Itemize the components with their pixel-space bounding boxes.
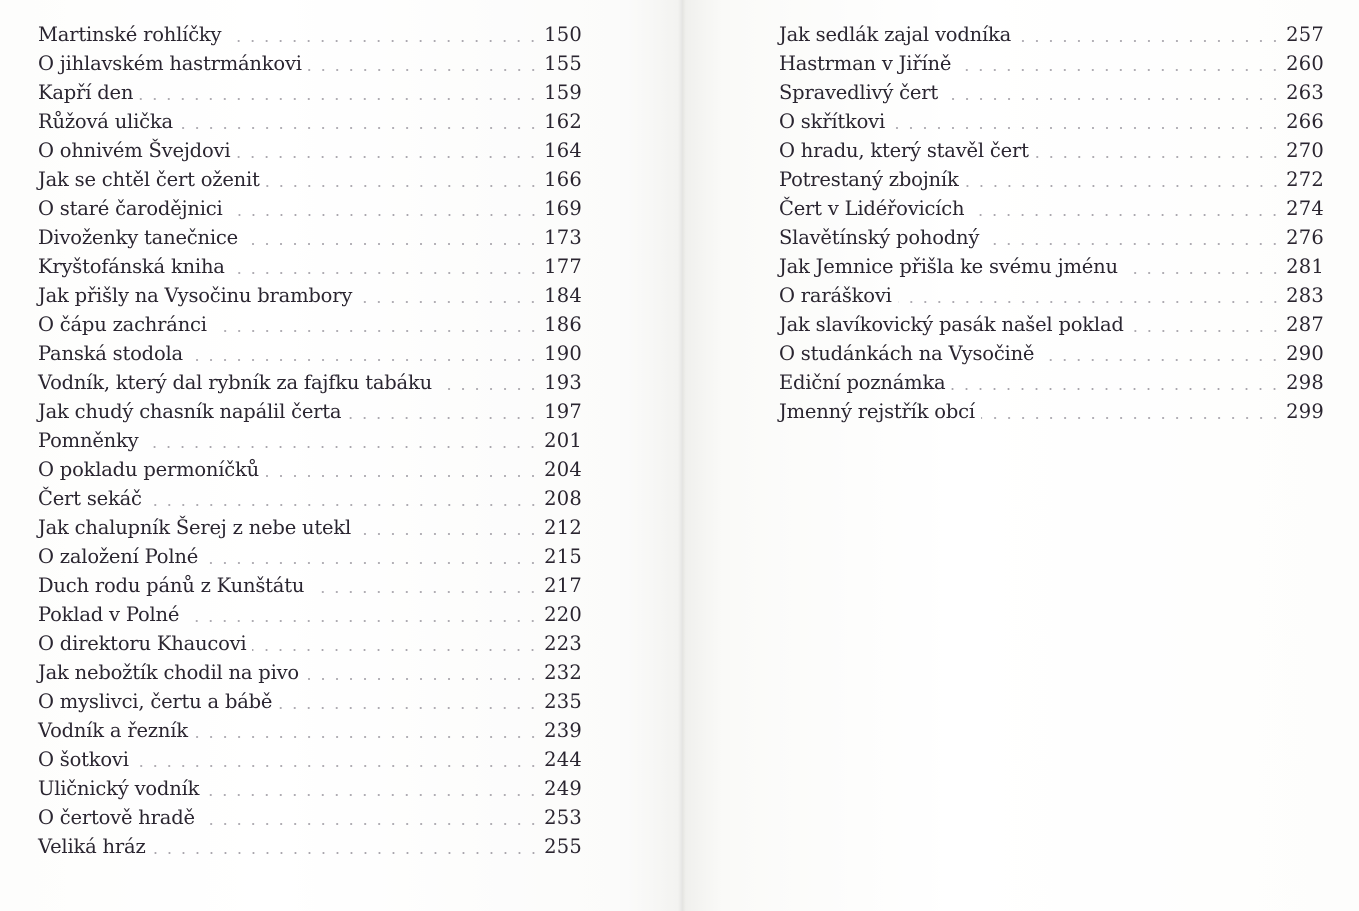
entry-title: Slavětínský pohodný	[779, 226, 980, 249]
entry-page-number: 281	[1286, 255, 1324, 278]
entry-page-number: 190	[544, 342, 582, 365]
entry-title: Uličnický vodník	[38, 777, 200, 800]
entry-title: Poklad v Polné	[38, 603, 180, 626]
entry-page-number: 201	[544, 429, 582, 452]
entry-title: O čápu zachránci	[38, 313, 207, 336]
toc-entry	[779, 252, 1324, 281]
entry-page-number: 162	[544, 110, 582, 133]
toc-entry	[38, 107, 582, 136]
entry-title: O ohnivém Švejdovi	[38, 139, 231, 162]
toc-entry	[38, 310, 582, 339]
dot-leader	[1124, 270, 1282, 276]
entry-page-number: 270	[1286, 139, 1324, 162]
dot-leader	[985, 241, 1282, 247]
entry-page-number: 223	[544, 632, 582, 655]
toc-entry	[38, 484, 582, 513]
entry-title: Čert v Lidéřovicích	[779, 197, 965, 220]
toc-entry	[779, 78, 1324, 107]
entry-title: Hastrman v Jiříně	[779, 52, 952, 75]
toc-entry	[38, 600, 582, 629]
entry-page-number: 235	[544, 690, 582, 713]
dot-leader	[965, 183, 1282, 189]
dot-leader	[148, 502, 540, 508]
entry-title: Čert sekáč	[38, 487, 142, 510]
dot-leader	[135, 763, 540, 769]
toc-entry	[38, 542, 582, 571]
dot-leader	[310, 589, 540, 595]
toc-entry	[779, 281, 1324, 310]
entry-page-number: 193	[544, 371, 582, 394]
toc-entry	[779, 49, 1324, 78]
toc-entry	[779, 194, 1324, 223]
dot-leader	[358, 299, 540, 305]
entry-title: Divoženky tanečnice	[38, 226, 238, 249]
dot-leader	[213, 328, 540, 334]
entry-title: Pomněnky	[38, 429, 139, 452]
dot-leader	[438, 386, 540, 392]
dot-leader	[185, 618, 540, 624]
entry-title: O šotkovi	[38, 748, 129, 771]
entry-title: O raráškovi	[779, 284, 892, 307]
dot-leader	[898, 299, 1282, 305]
entry-page-number: 150	[544, 23, 582, 46]
dot-leader	[957, 67, 1282, 73]
entry-title: O hradu, který stavěl čert	[779, 139, 1029, 162]
entry-title: O skřítkovi	[779, 110, 886, 133]
toc-entry	[38, 368, 582, 397]
toc-entry	[38, 832, 582, 861]
entry-page-number: 155	[544, 52, 582, 75]
entry-title: Panská stodola	[38, 342, 183, 365]
dot-leader	[266, 183, 540, 189]
dot-leader	[189, 357, 540, 363]
toc-entry	[38, 426, 582, 455]
dot-leader	[970, 212, 1282, 218]
entry-title: O pokladu permoníčků	[38, 458, 259, 481]
toc-entry	[38, 774, 582, 803]
toc-entry	[779, 165, 1324, 194]
dot-leader	[204, 560, 540, 566]
entry-page-number: 249	[544, 777, 582, 800]
toc-entry	[779, 368, 1324, 397]
toc-list-left	[38, 20, 582, 861]
toc-entry	[38, 687, 582, 716]
entry-page-number: 263	[1286, 81, 1324, 104]
entry-title: Jak chudý chasník napálil čerta	[38, 400, 342, 423]
entry-title: O čertově hradě	[38, 806, 195, 829]
entry-title: Jak nebožtík chodil na pivo	[38, 661, 299, 684]
toc-entry	[779, 107, 1324, 136]
entry-page-number: 169	[544, 197, 582, 220]
dot-leader	[179, 125, 540, 131]
entry-page-number: 266	[1286, 110, 1324, 133]
entry-page-number: 177	[544, 255, 582, 278]
entry-title: Jak se chtěl čert oženit	[38, 168, 260, 191]
toc-entry	[38, 136, 582, 165]
entry-page-number: 217	[544, 574, 582, 597]
toc-entry	[38, 571, 582, 600]
entry-page-number: 299	[1286, 400, 1324, 423]
entry-page-number: 159	[544, 81, 582, 104]
entry-page-number: 287	[1286, 313, 1324, 336]
entry-title: Duch rodu pánů z Kunštátu	[38, 574, 305, 597]
entry-page-number: 197	[544, 400, 582, 423]
entry-title: Jak slavíkovický pasák našel poklad	[779, 313, 1124, 336]
entry-title: O založení Polné	[38, 545, 199, 568]
entry-page-number: 232	[544, 661, 582, 684]
entry-page-number: 184	[544, 284, 582, 307]
entry-title: Kryštofánská kniha	[38, 255, 225, 278]
toc-entry	[38, 20, 582, 49]
toc-entry	[38, 252, 582, 281]
entry-title: Jak chalupník Šerej z nebe utekl	[38, 516, 352, 539]
dot-leader	[1017, 38, 1282, 44]
toc-entry	[779, 310, 1324, 339]
dot-leader	[278, 705, 540, 711]
entry-page-number: 208	[544, 487, 582, 510]
dot-leader	[201, 821, 540, 827]
dot-leader	[152, 850, 540, 856]
dot-leader	[236, 154, 540, 160]
dot-leader	[1040, 357, 1282, 363]
dot-leader	[231, 270, 540, 276]
entry-page-number: 164	[544, 139, 582, 162]
dot-leader	[244, 241, 540, 247]
entry-title: O jihlavském hastrmánkovi	[38, 52, 302, 75]
toc-entry	[38, 803, 582, 832]
entry-title: Jmenný rejstřík obcí	[779, 400, 975, 423]
entry-page-number: 212	[544, 516, 582, 539]
toc-entry	[38, 165, 582, 194]
toc-entry	[779, 223, 1324, 252]
entry-title: Vodník a řezník	[38, 719, 188, 742]
entry-page-number: 215	[544, 545, 582, 568]
dot-leader	[347, 415, 540, 421]
toc-entry	[38, 745, 582, 774]
toc-entry	[779, 339, 1324, 368]
toc-entry	[38, 629, 582, 658]
dot-leader	[205, 792, 540, 798]
entry-page-number: 255	[544, 835, 582, 858]
dot-leader	[194, 734, 540, 740]
entry-title: Vodník, který dal rybník za fajfku tabáku	[38, 371, 432, 394]
dot-leader	[305, 676, 540, 682]
dot-leader	[944, 96, 1282, 102]
toc-entry	[38, 455, 582, 484]
dot-leader	[1035, 154, 1282, 160]
toc-entry	[38, 658, 582, 687]
dot-leader	[891, 125, 1282, 131]
toc-entry	[38, 223, 582, 252]
entry-page-number: 283	[1286, 284, 1324, 307]
entry-title: O studánkách na Vysočině	[779, 342, 1035, 365]
dot-leader	[144, 444, 540, 450]
toc-entry	[779, 397, 1324, 426]
entry-page-number: 274	[1286, 197, 1324, 220]
entry-page-number: 166	[544, 168, 582, 191]
entry-page-number: 257	[1286, 23, 1324, 46]
toc-entry	[38, 281, 582, 310]
dot-leader	[357, 531, 540, 537]
entry-page-number: 290	[1286, 342, 1324, 365]
entry-page-number: 186	[544, 313, 582, 336]
entry-title: Růžová ulička	[38, 110, 173, 133]
dot-leader	[981, 415, 1282, 421]
toc-entry	[779, 20, 1324, 49]
toc-entry	[38, 716, 582, 745]
entry-page-number: 253	[544, 806, 582, 829]
toc-entry	[779, 136, 1324, 165]
dot-leader	[229, 212, 540, 218]
entry-title: Ediční poznámka	[779, 371, 946, 394]
entry-page-number: 298	[1286, 371, 1324, 394]
entry-page-number: 272	[1286, 168, 1324, 191]
right-page	[682, 0, 1359, 911]
entry-title: Veliká hráz	[38, 835, 146, 858]
toc-entry	[38, 194, 582, 223]
entry-title: Jak Jemnice přišla ke svému jménu	[779, 255, 1118, 278]
dot-leader	[308, 67, 540, 73]
dot-leader	[1130, 328, 1282, 334]
dot-leader	[252, 647, 540, 653]
entry-page-number: 244	[544, 748, 582, 771]
dot-leader	[265, 473, 540, 479]
dot-leader	[951, 386, 1282, 392]
toc-entry	[38, 397, 582, 426]
entry-page-number: 204	[544, 458, 582, 481]
entry-title: O myslivci, čertu a bábě	[38, 690, 273, 713]
toc-list-right	[779, 20, 1324, 426]
entry-page-number: 220	[544, 603, 582, 626]
entry-title: O direktoru Khaucovi	[38, 632, 247, 655]
entry-title: Spravedlivý čert	[779, 81, 938, 104]
entry-page-number: 276	[1286, 226, 1324, 249]
toc-entry	[38, 78, 582, 107]
entry-title: Jak přišly na Vysočinu brambory	[38, 284, 353, 307]
dot-leader	[139, 96, 540, 102]
entry-title: Jak sedlák zajal vodníka	[779, 23, 1012, 46]
dot-leader	[227, 38, 540, 44]
entry-title: O staré čarodějnici	[38, 197, 223, 220]
entry-page-number: 260	[1286, 52, 1324, 75]
entry-page-number: 173	[544, 226, 582, 249]
toc-entry	[38, 49, 582, 78]
entry-page-number: 239	[544, 719, 582, 742]
entry-title: Potrestaný zbojník	[779, 168, 959, 191]
entry-title: Kapří den	[38, 81, 134, 104]
entry-title: Martinské rohlíčky	[38, 23, 222, 46]
toc-entry	[38, 513, 582, 542]
toc-entry	[38, 339, 582, 368]
